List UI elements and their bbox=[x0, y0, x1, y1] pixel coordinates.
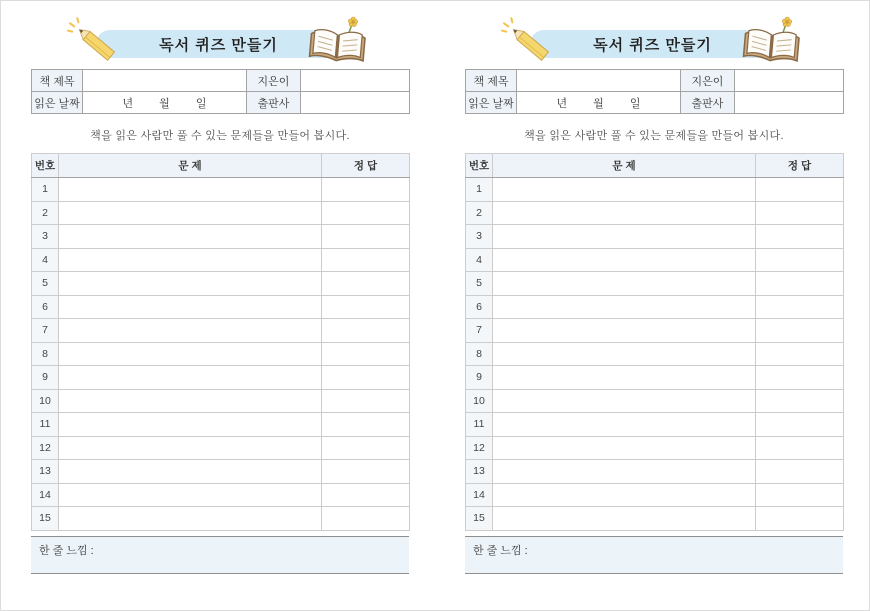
answer-cell bbox=[322, 342, 410, 366]
book-title-label: 책 제목 bbox=[466, 70, 517, 92]
row-number: 6 bbox=[466, 295, 493, 319]
answer-cell bbox=[756, 319, 844, 343]
row-number: 12 bbox=[32, 436, 59, 460]
quiz-row bbox=[32, 319, 410, 343]
question-cell bbox=[59, 507, 322, 531]
question-cell bbox=[59, 201, 322, 225]
quiz-rows bbox=[466, 178, 844, 531]
quiz-row bbox=[32, 342, 410, 366]
answer-cell bbox=[756, 483, 844, 507]
quiz-row bbox=[32, 178, 410, 202]
answer-cell bbox=[756, 178, 844, 202]
quiz-row bbox=[466, 201, 844, 225]
quiz-header-row bbox=[466, 154, 844, 178]
answer-cell bbox=[322, 319, 410, 343]
answer-cell bbox=[322, 436, 410, 460]
row-number: 14 bbox=[466, 483, 493, 507]
question-cell bbox=[493, 295, 756, 319]
question-cell bbox=[493, 507, 756, 531]
row-number: 11 bbox=[466, 413, 493, 437]
open-book-icon bbox=[739, 8, 806, 69]
row-number: 13 bbox=[466, 460, 493, 484]
number-header: 번호 bbox=[32, 154, 59, 178]
question-cell bbox=[59, 436, 322, 460]
answer-cell bbox=[756, 366, 844, 390]
answer-cell bbox=[756, 342, 844, 366]
impression-label: 한 줄 느낌 : bbox=[39, 544, 94, 557]
quiz-row bbox=[466, 319, 844, 343]
book-info-table bbox=[31, 69, 410, 114]
answer-cell bbox=[756, 436, 844, 460]
row-number: 13 bbox=[32, 460, 59, 484]
quiz-row bbox=[32, 201, 410, 225]
day-unit: 일 bbox=[195, 97, 207, 110]
year-unit: 년 bbox=[556, 97, 568, 110]
row-number: 2 bbox=[32, 201, 59, 225]
quiz-row bbox=[466, 272, 844, 296]
book-title-field bbox=[517, 70, 681, 92]
quiz-row bbox=[466, 225, 844, 249]
book-title-field bbox=[83, 70, 247, 92]
question-cell bbox=[493, 342, 756, 366]
row-number: 8 bbox=[466, 342, 493, 366]
answer-cell bbox=[756, 413, 844, 437]
title-banner bbox=[96, 30, 341, 58]
row-number: 5 bbox=[32, 272, 59, 296]
page-content bbox=[31, 1, 409, 574]
row-number: 10 bbox=[32, 389, 59, 413]
instruction-text: 책을 읽은 사람만 풀 수 있는 문제들을 만들어 봅시다. bbox=[90, 130, 350, 142]
book-title-label: 책 제목 bbox=[32, 70, 83, 92]
answer-cell bbox=[756, 225, 844, 249]
quiz-row bbox=[32, 483, 410, 507]
page-title: 독서 퀴즈 만들기 bbox=[593, 36, 712, 54]
answer-cell bbox=[756, 295, 844, 319]
question-cell bbox=[59, 272, 322, 296]
answer-cell bbox=[322, 272, 410, 296]
answer-cell bbox=[756, 272, 844, 296]
answer-cell bbox=[322, 225, 410, 249]
page-header bbox=[31, 1, 409, 69]
row-number: 3 bbox=[466, 225, 493, 249]
date-units bbox=[517, 95, 680, 111]
question-cell bbox=[493, 436, 756, 460]
read-date-field bbox=[83, 92, 247, 114]
author-label: 지은이 bbox=[681, 70, 735, 92]
answer-header: 정 답 bbox=[322, 154, 410, 178]
question-cell bbox=[493, 413, 756, 437]
impression-box bbox=[31, 536, 409, 574]
answer-cell bbox=[756, 460, 844, 484]
question-cell bbox=[493, 201, 756, 225]
quiz-row bbox=[466, 178, 844, 202]
quiz-row bbox=[466, 248, 844, 272]
answer-cell bbox=[756, 248, 844, 272]
row-number: 9 bbox=[32, 366, 59, 390]
answer-cell bbox=[322, 295, 410, 319]
quiz-table bbox=[31, 153, 410, 531]
day-unit: 일 bbox=[629, 97, 641, 110]
pencil-icon bbox=[67, 17, 129, 69]
row-number: 8 bbox=[32, 342, 59, 366]
row-number: 3 bbox=[32, 225, 59, 249]
question-cell bbox=[59, 483, 322, 507]
quiz-row bbox=[32, 413, 410, 437]
answer-cell bbox=[322, 178, 410, 202]
row-number: 1 bbox=[466, 178, 493, 202]
worksheet-page bbox=[435, 1, 869, 610]
row-number: 14 bbox=[32, 483, 59, 507]
page-title: 독서 퀴즈 만들기 bbox=[159, 36, 278, 54]
quiz-header-row bbox=[32, 154, 410, 178]
publisher-field bbox=[735, 92, 844, 114]
question-cell bbox=[493, 460, 756, 484]
row-number: 15 bbox=[466, 507, 493, 531]
author-field bbox=[301, 70, 410, 92]
row-number: 4 bbox=[32, 248, 59, 272]
question-header: 문 제 bbox=[493, 154, 756, 178]
instruction-text: 책을 읽은 사람만 풀 수 있는 문제들을 만들어 봅시다. bbox=[524, 130, 784, 142]
question-cell bbox=[493, 366, 756, 390]
number-header: 번호 bbox=[466, 154, 493, 178]
quiz-row bbox=[466, 413, 844, 437]
question-cell bbox=[493, 319, 756, 343]
page-header bbox=[465, 1, 843, 69]
page-content bbox=[465, 1, 843, 574]
book-info-table bbox=[465, 69, 844, 114]
question-cell bbox=[59, 413, 322, 437]
question-header: 문 제 bbox=[59, 154, 322, 178]
quiz-rows bbox=[32, 178, 410, 531]
answer-cell bbox=[322, 507, 410, 531]
worksheet-page bbox=[1, 1, 435, 610]
question-cell bbox=[493, 178, 756, 202]
question-cell bbox=[59, 366, 322, 390]
answer-cell bbox=[322, 248, 410, 272]
answer-cell bbox=[322, 201, 410, 225]
answer-cell bbox=[322, 389, 410, 413]
question-cell bbox=[493, 483, 756, 507]
pencil-icon bbox=[501, 17, 563, 69]
row-number: 5 bbox=[466, 272, 493, 296]
open-book-icon bbox=[305, 8, 372, 69]
quiz-row bbox=[466, 507, 844, 531]
question-cell bbox=[493, 248, 756, 272]
row-number: 4 bbox=[466, 248, 493, 272]
answer-cell bbox=[756, 389, 844, 413]
row-number: 6 bbox=[32, 295, 59, 319]
publisher-label: 출판사 bbox=[681, 92, 735, 114]
quiz-row bbox=[32, 272, 410, 296]
question-cell bbox=[59, 225, 322, 249]
quiz-row bbox=[466, 483, 844, 507]
year-unit: 년 bbox=[122, 97, 134, 110]
question-cell bbox=[59, 178, 322, 202]
quiz-row bbox=[32, 460, 410, 484]
author-field bbox=[735, 70, 844, 92]
question-cell bbox=[59, 460, 322, 484]
quiz-table bbox=[465, 153, 844, 531]
row-number: 12 bbox=[466, 436, 493, 460]
answer-cell bbox=[322, 483, 410, 507]
quiz-row bbox=[466, 295, 844, 319]
quiz-row bbox=[466, 389, 844, 413]
question-cell bbox=[59, 248, 322, 272]
row-number: 10 bbox=[466, 389, 493, 413]
question-cell bbox=[59, 319, 322, 343]
quiz-row bbox=[466, 436, 844, 460]
row-number: 1 bbox=[32, 178, 59, 202]
question-cell bbox=[59, 342, 322, 366]
question-cell bbox=[493, 389, 756, 413]
info-row-1 bbox=[466, 70, 844, 92]
answer-cell bbox=[756, 507, 844, 531]
read-date-field bbox=[517, 92, 681, 114]
publisher-field bbox=[301, 92, 410, 114]
author-label: 지은이 bbox=[247, 70, 301, 92]
answer-cell bbox=[322, 413, 410, 437]
read-date-label: 읽은 날짜 bbox=[466, 92, 517, 114]
question-cell bbox=[59, 295, 322, 319]
row-number: 11 bbox=[32, 413, 59, 437]
info-row-2 bbox=[466, 92, 844, 114]
quiz-row bbox=[32, 436, 410, 460]
row-number: 9 bbox=[466, 366, 493, 390]
month-unit: 월 bbox=[593, 97, 604, 110]
answer-header: 정 답 bbox=[756, 154, 844, 178]
question-cell bbox=[493, 272, 756, 296]
impression-box bbox=[465, 536, 843, 574]
info-row-1 bbox=[32, 70, 410, 92]
answer-cell bbox=[756, 201, 844, 225]
quiz-row bbox=[466, 460, 844, 484]
quiz-row bbox=[466, 342, 844, 366]
row-number: 7 bbox=[32, 319, 59, 343]
quiz-row bbox=[32, 295, 410, 319]
row-number: 15 bbox=[32, 507, 59, 531]
answer-cell bbox=[322, 366, 410, 390]
quiz-row bbox=[32, 389, 410, 413]
month-unit: 월 bbox=[159, 97, 170, 110]
quiz-row bbox=[32, 507, 410, 531]
question-cell bbox=[59, 389, 322, 413]
publisher-label: 출판사 bbox=[247, 92, 301, 114]
question-cell bbox=[493, 225, 756, 249]
info-row-2 bbox=[32, 92, 410, 114]
quiz-row bbox=[32, 225, 410, 249]
title-banner bbox=[530, 30, 775, 58]
quiz-row bbox=[32, 366, 410, 390]
read-date-label: 읽은 날짜 bbox=[32, 92, 83, 114]
row-number: 2 bbox=[466, 201, 493, 225]
quiz-row bbox=[466, 366, 844, 390]
row-number: 7 bbox=[466, 319, 493, 343]
date-units bbox=[83, 95, 246, 111]
quiz-row bbox=[32, 248, 410, 272]
answer-cell bbox=[322, 460, 410, 484]
impression-label: 한 줄 느낌 : bbox=[473, 544, 528, 557]
